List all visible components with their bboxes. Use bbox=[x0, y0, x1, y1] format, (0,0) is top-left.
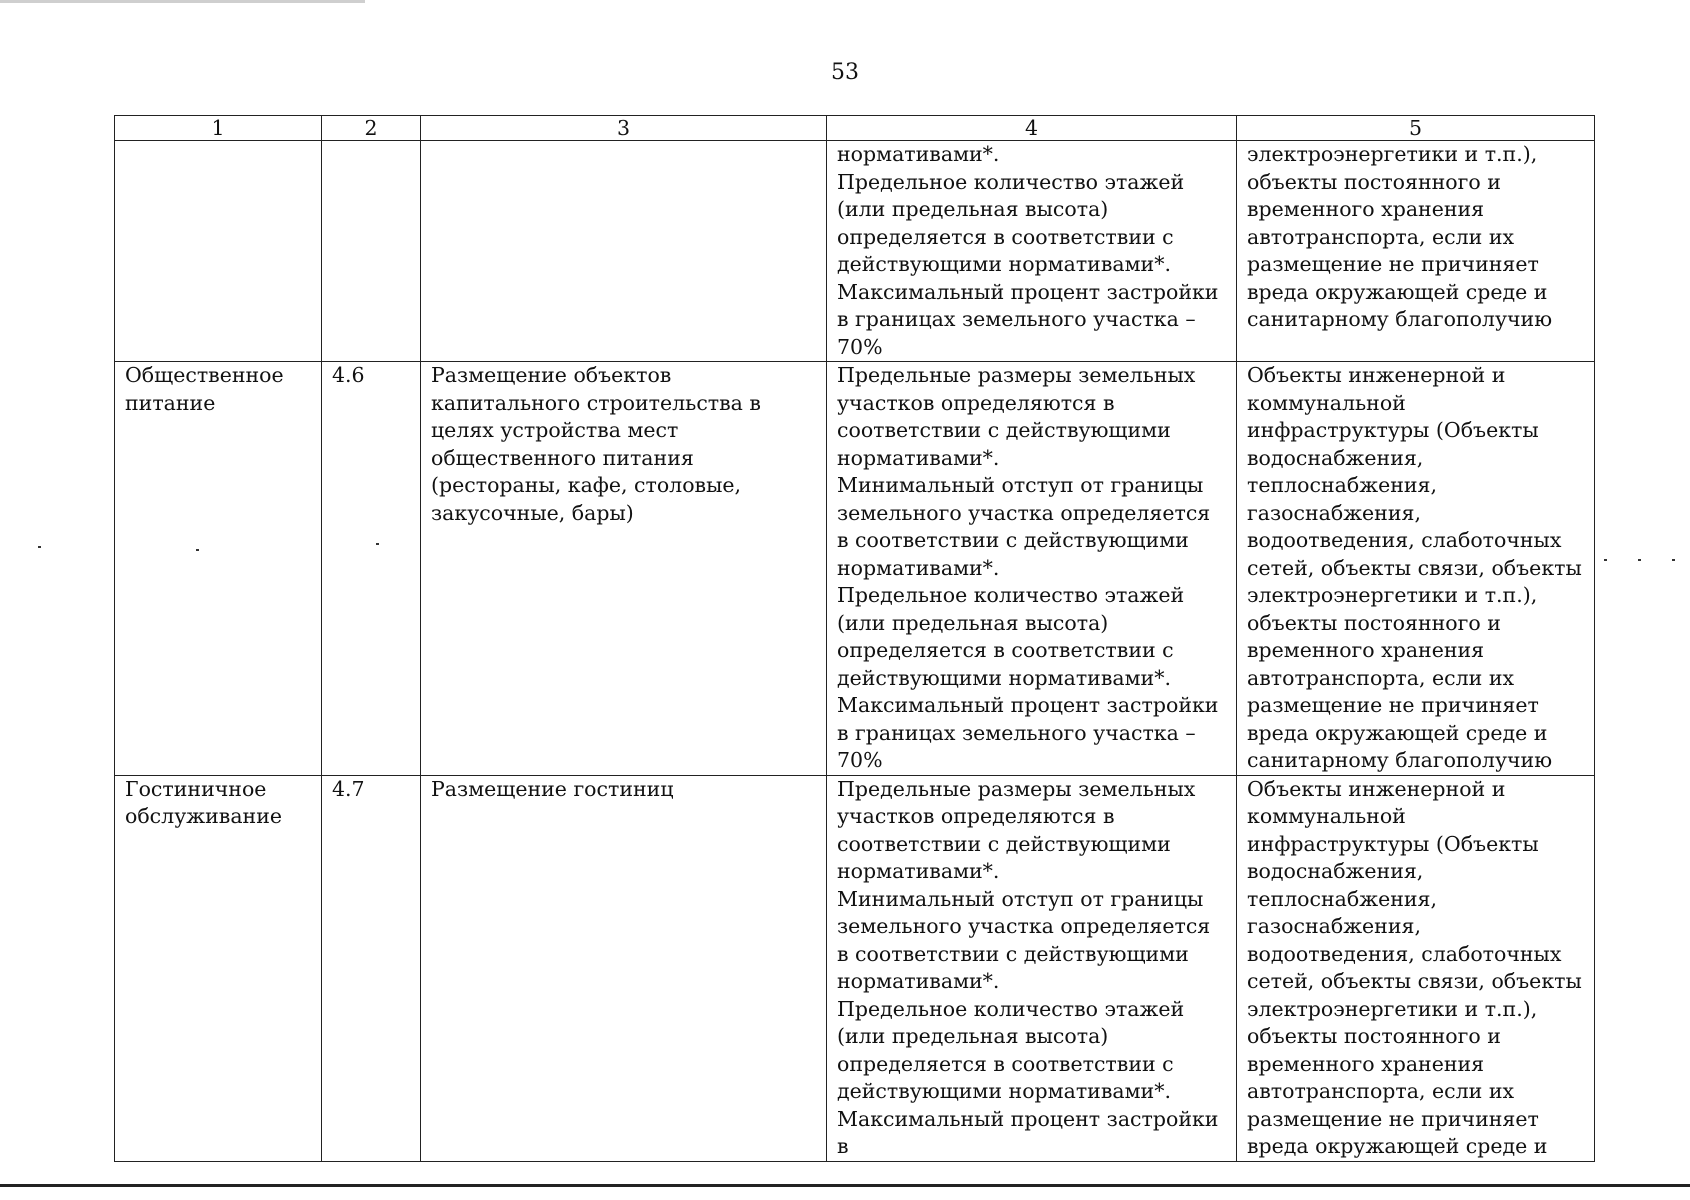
table-row-public-catering bbox=[115, 362, 1595, 776]
auxiliary-uses-cell: электроэнергетики и т.п.), объекты постоянного и временного хранения автотранспорта, если их размещение не причиняет вреда окружающей среде и санитарному благополучию bbox=[1237, 141, 1595, 362]
scan-speck bbox=[196, 549, 199, 551]
use-description-cell: Размещение объектов капитального строительства в целях устройства мест общественного питания (рестораны, кафе, столовые, закусочные, бары) bbox=[421, 362, 827, 776]
use-name-cell: Гостиничное обслуживание bbox=[115, 775, 322, 1161]
scan-speck bbox=[1604, 559, 1607, 561]
table-header-row bbox=[115, 116, 1595, 141]
use-name-cell: Общественное питание bbox=[115, 362, 322, 776]
scan-top-edge bbox=[0, 0, 365, 3]
table-row-hotel-service bbox=[115, 775, 1595, 1161]
column-header-4: 4 bbox=[827, 116, 1237, 141]
scan-bottom-edge bbox=[0, 1184, 1690, 1187]
use-code-cell: 4.7 bbox=[322, 775, 421, 1161]
column-header-1: 1 bbox=[115, 116, 322, 141]
use-code-cell bbox=[322, 141, 421, 362]
scan-speck bbox=[1672, 559, 1675, 561]
use-description-cell bbox=[421, 141, 827, 362]
use-description-cell: Размещение гостиниц bbox=[421, 775, 827, 1161]
page-number: 53 bbox=[831, 60, 859, 85]
use-code-cell: 4.6 bbox=[322, 362, 421, 776]
parameters-cell: нормативами*. Предельное количество этажей (или предельная высота) определяется в соответствии с действующими нормативами*. Максимальный процент застройки в границах земельного участка – 70% bbox=[827, 141, 1237, 362]
scan-speck bbox=[376, 543, 379, 545]
table-row-continued bbox=[115, 141, 1595, 362]
auxiliary-uses-cell: Объекты инженерной и коммунальной инфраструктуры (Объекты водоснабжения, теплоснабжения, газоснабжения, водоотведения, слаботочных сетей, объекты связи, объекты электроэнергетики и т.п.), объекты постоянного и временного хранения автотранспорта, если их размещение не причиняет вреда окружающей среде и санитарному благополучию bbox=[1237, 362, 1595, 776]
parameters-cell: Предельные размеры земельных участков определяются в соответствии с действующими нормативами*. Минимальный отступ от границы земельного участка определяется в соответствии с действующими нормативами*. Предельное количество этажей (или предельная высота) определяется в соответствии с действующими нормативами*. Максимальный процент застройки в bbox=[827, 775, 1237, 1161]
column-header-3: 3 bbox=[421, 116, 827, 141]
use-name-cell bbox=[115, 141, 322, 362]
land-use-table bbox=[114, 115, 1595, 1162]
auxiliary-uses-cell: Объекты инженерной и коммунальной инфраструктуры (Объекты водоснабжения, теплоснабжения, газоснабжения, водоотведения, слаботочных сетей, объекты связи, объекты электроэнергетики и т.п.), объекты постоянного и временного хранения автотранспорта, если их размещение не причиняет вреда окружающей среде и bbox=[1237, 775, 1595, 1161]
column-header-5: 5 bbox=[1237, 116, 1595, 141]
scan-speck bbox=[1638, 559, 1641, 561]
column-header-2: 2 bbox=[322, 116, 421, 141]
scan-speck bbox=[38, 546, 41, 548]
parameters-cell: Предельные размеры земельных участков определяются в соответствии с действующими нормативами*. Минимальный отступ от границы земельного участка определяется в соответствии с действующими нормативами*. Предельное количество этажей (или предельная высота) определяется в соответствии с действующими нормативами*. Максимальный процент застройки в границах земельного участка – 70% bbox=[827, 362, 1237, 776]
